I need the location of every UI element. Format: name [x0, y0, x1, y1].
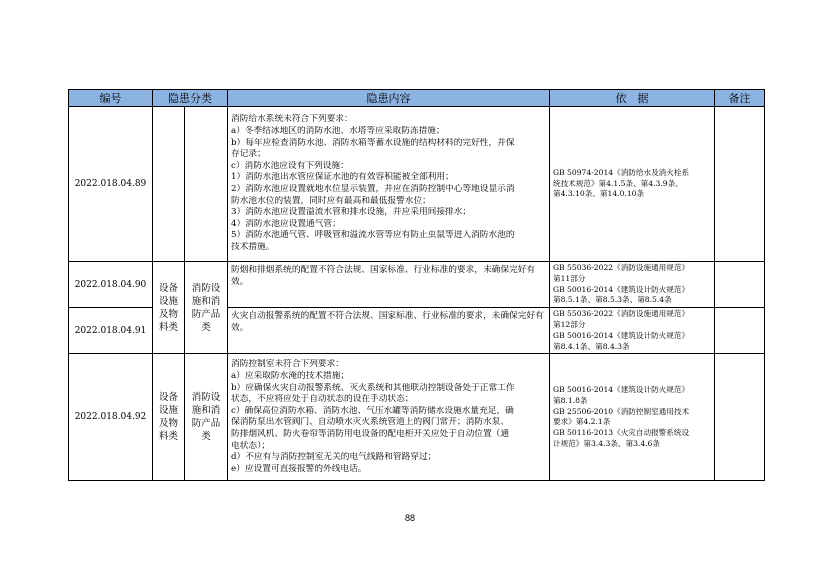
table-row [69, 262, 765, 308]
content-line: d）不应有与消防控制室无关的电气线路和管路穿过； [231, 452, 437, 463]
row-basis [550, 308, 715, 354]
content-line: 1）消防水池出水管应保证水池的有效容积能被全部利用； [231, 172, 454, 183]
subcategory-cell: 消防设 施和消 防产品 类 [185, 262, 228, 354]
content-line: b）应确保火灾自动报警系统、灭火系统和其他联动控制设备处于正常工作 [231, 382, 515, 393]
basis-line: 第8.1.8条 [553, 395, 588, 405]
row-content [228, 262, 550, 308]
basis-line: 第8.5.1条、第8.5.3条、第8.5.4条 [553, 295, 672, 305]
basis-line: GB 55036-2022《消防设施通用规范》 [553, 263, 690, 272]
row-remark [715, 262, 765, 308]
basis-line: 第12部分 [553, 319, 586, 329]
content-line: a）冬季结冰地区的消防水池、水塔等应采取防冻措施； [231, 126, 445, 137]
category-cell-empty [153, 107, 185, 262]
header-code: 编号 [69, 90, 153, 107]
content-line: e）应设置可直接报警的外线电话。 [231, 463, 367, 474]
content-line: 5）消防水池通气管、呼吸管和溢流水管等应有防止虫鼠等进入消防水池的 [231, 230, 515, 241]
content-line: 消防控制室未符合下列要求： [231, 359, 344, 370]
row-code: 2022.018.04.90 [69, 262, 153, 308]
content-text: 防烟和排烟系统的配置不符合法规、国家标准、行业标准的要求，未确保完好有效。 [231, 265, 536, 287]
basis-line: GB 50016-2014《建筑设计防火规范》 [553, 284, 690, 294]
content-line: 消防给水系统未符合下列要求： [231, 114, 353, 125]
basis-line: GB 55036-2022《消防设施通用规范》 [553, 309, 690, 319]
content-line: c）消防水池应设有下列设施： [231, 160, 349, 171]
header-content: 隐患内容 [228, 90, 550, 107]
content-line: 防排烟风机、防火卷帘等消防用电设备的配电柜开关应处于自动位置（通 [231, 428, 509, 439]
row-remark [715, 308, 765, 354]
content-text: 火灾自动报警系统的配置不符合法规、国家标准、行业标准的要求，未确保完好有效。 [231, 311, 544, 333]
header-category: 隐患分类 [153, 90, 228, 107]
row-basis [550, 354, 715, 481]
content-line: 电状态）； [231, 440, 271, 451]
row-content [228, 308, 550, 354]
table-row [69, 107, 765, 262]
row-remark [715, 354, 765, 481]
row-content [228, 354, 550, 481]
content-line: 4）消防水池应设置通气管； [231, 218, 341, 229]
row-content [228, 107, 550, 262]
content-line: 3）消防水池应设置溢流水管和排水设施，并应采用间接排水； [231, 207, 472, 218]
basis-line: 第11部分 [553, 273, 586, 283]
content-line: 保消防泵出水管阀门、自动喷水灭火系统管道上的阀门常开；消防水泵、 [231, 417, 509, 428]
basis-line: GB 50116-2013《火灾自动报警系统设 [553, 428, 690, 438]
basis-line: GB 50974-2014《消防给水及消火栓系 [553, 167, 690, 177]
content-line: 存记录； [231, 149, 266, 160]
table-row [69, 354, 765, 481]
basis-line: 第4.3.10条、第14.0.10条 [553, 189, 645, 199]
subcategory-cell: 消防设 施和消 防产品 类 [185, 354, 228, 481]
page-number: 88 [404, 513, 415, 523]
basis-line: 统技术规范》第4.1.5条、第4.3.9条、 [553, 178, 683, 188]
header-basis: 依 据 [550, 90, 715, 107]
subcategory-cell-empty [185, 107, 228, 262]
category-cell: 设备 设施 及物 料类 [153, 354, 185, 481]
basis-line: GB 50016-2014《建筑设计防火规范》 [553, 384, 690, 394]
basis-line: GB 25506-2010《消防控制室通用技术 [553, 406, 690, 416]
basis-line: 计规范》第3.4.3条、第3.4.6条 [553, 438, 660, 448]
basis-line: 要求》第4.2.1条 [553, 417, 611, 427]
header-remark: 备注 [715, 90, 765, 107]
basis-line: 第8.4.1条、第8.4.3条 [553, 341, 630, 351]
content-line: 状态，不应将应处于自动状态的设在手动状态； [231, 394, 414, 405]
row-basis [550, 262, 715, 308]
row-code: 2022.018.04.89 [69, 107, 153, 262]
content-line: b）每年应检查消防水池、消防水箱等蓄水设施的结构材料的完好性，并保 [231, 137, 515, 148]
row-remark [715, 107, 765, 262]
table-header-row [69, 90, 765, 107]
hazard-table [68, 89, 765, 481]
content-line: a）应采取防水淹的技术措施； [231, 371, 350, 381]
content-line: c）确保高位消防水箱、消防水池、气压水罐等消防储水设施水量充足，确 [231, 405, 514, 416]
content-line: 技术措施。 [231, 241, 275, 252]
basis-line: GB 50016-2014《建筑设计防火规范》 [553, 330, 690, 340]
content-line: 防水池水位的装置，同时应有最高和最低报警水位； [231, 195, 431, 206]
content-line: 2）消防水池应设置就地水位显示装置，并应在消防控制中心等地设显示消 [231, 184, 515, 194]
category-cell: 设备 设施 及物 料类 [153, 262, 185, 354]
row-basis [550, 107, 715, 262]
row-code: 2022.018.04.91 [69, 308, 153, 354]
row-code: 2022.018.04.92 [69, 354, 153, 481]
